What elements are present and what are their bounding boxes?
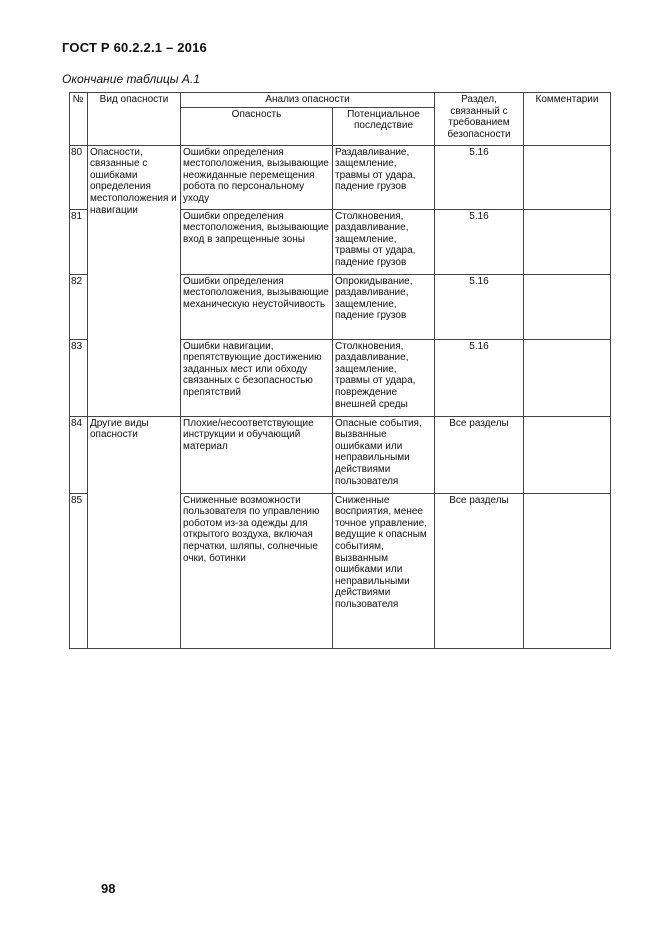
comment-cell: [524, 145, 611, 209]
header-comments: Комментарии: [524, 93, 611, 146]
consequence-cell: Сниженные восприятия, менее точное управление, ведущие к опасным событиям, вызванным ошибками или неправильными действиями пользователя: [333, 493, 435, 648]
comment-cell: [524, 416, 611, 493]
consequence-cell: Раздавливание, защемление, травмы от удара, падение грузов: [333, 145, 435, 209]
hazard-cell: Ошибки определения местоположения, вызывающие неожиданные перемещения робота по персональному уходу: [181, 145, 333, 209]
row-number: 84: [70, 416, 88, 493]
table-row: [70, 416, 611, 493]
row-number: 81: [70, 209, 88, 274]
comment-cell: [524, 339, 611, 416]
section-cell: Все разделы: [435, 416, 524, 493]
section-cell: 5.16: [435, 339, 524, 416]
comment-cell: [524, 274, 611, 339]
row-number: 80: [70, 145, 88, 209]
section-cell: Все разделы: [435, 493, 524, 648]
hazard-cell: Плохие/несоответствующие инструкции и обучающий материал: [181, 416, 333, 493]
row-number: 82: [70, 274, 88, 339]
table-caption: Окончание таблицы А.1: [62, 72, 200, 86]
consequence-cell: Столкновения, раздавливание, защемление, травмы от удара, повреждение внешней среды: [333, 339, 435, 416]
section-cell: 5.16: [435, 274, 524, 339]
header-analysis: Анализ опасности: [181, 93, 435, 108]
table-header-row: [70, 93, 611, 108]
hazard-type-cell: Другие виды опасности: [88, 416, 181, 648]
document-header: ГОСТ Р 60.2.2.1 – 2016: [62, 40, 207, 55]
header-hazard: Опасность: [181, 107, 333, 145]
consequence-cell: Опрокидывание, раздавливание, защемление, падение грузов: [333, 274, 435, 339]
section-cell: 5.16: [435, 145, 524, 209]
section-cell: 5.16: [435, 209, 524, 274]
comment-cell: [524, 209, 611, 274]
header-no: №: [70, 93, 88, 146]
page-number: 98: [101, 881, 116, 896]
hazard-cell: Ошибки определения местоположения, вызывающие вход в запрещенные зоны: [181, 209, 333, 274]
comment-cell: [524, 493, 611, 648]
hazard-type-cell: Опасности, связанные с ошибками определения местоположения и навигации: [88, 145, 181, 416]
header-section: Раздел, связанный с требованием безопасности: [435, 93, 524, 146]
consequence-cell: Столкновения, раздавливание, защемление, травмы от удара, падение грузов: [333, 209, 435, 274]
row-number: 83: [70, 339, 88, 416]
consequence-cell: Опасные события, вызванные ошибками или неправильными действиями пользователя: [333, 416, 435, 493]
hazard-cell: Ошибки определения местоположения, вызывающие механическую неустойчивость: [181, 274, 333, 339]
hazard-cell: Ошибки навигации, препятствующие достижению заданных мест или обходу связанных с безопасностью препятствий: [181, 339, 333, 416]
table-row: [70, 145, 611, 209]
header-hazard-type: Вид опасности: [88, 93, 181, 146]
hazard-table: [69, 92, 611, 649]
hazard-cell: Сниженные возможности пользователя по управлению роботом из-за одежды для открытого воздуха, включая перчатки, шляпы, солнечные очки, ботинки: [181, 493, 333, 648]
row-number: 85: [70, 493, 88, 648]
header-consequence: Потенциальное последствие: [333, 107, 435, 145]
